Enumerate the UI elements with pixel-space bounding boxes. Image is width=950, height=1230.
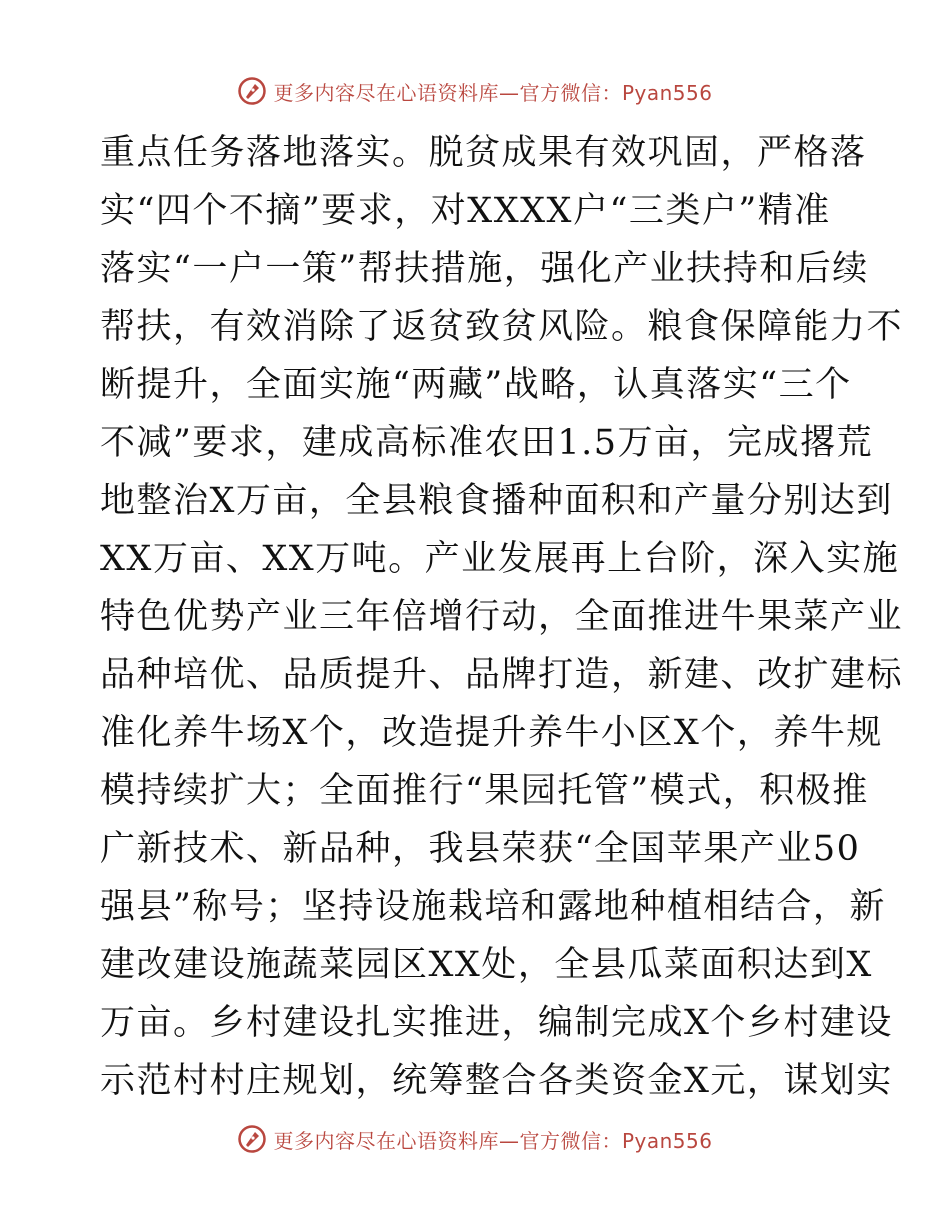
text-line: 强县”称号；坚持设施栽培和露地种植相结合，新: [100, 887, 886, 927]
pen-nib-logo-icon: [237, 76, 267, 106]
text-line: XX万亩、XX万吨。产业发展再上台阶，深入实施: [100, 539, 900, 579]
watermark-text: 更多内容尽在心语资料库—官方微信：Pyan556: [273, 80, 713, 105]
text-line: 广新技术、新品种，我县荣获“全国苹果产业50: [100, 829, 861, 869]
text-line: 建改建设施蔬菜园区XX处，全县瓜菜面积达到X: [100, 945, 873, 985]
text-line: 实“四个不摘”要求，对XXXX户“三类户”精准: [100, 191, 831, 231]
text-line: 模持续扩大；全面推行“果园托管”模式，积极推: [100, 771, 869, 811]
text-line: 示范村村庄规划，统筹整合各类资金X元，谋划实: [100, 1061, 893, 1101]
text-line: 准化养牛场X个，改造提升养牛小区X个，养牛规: [100, 713, 883, 753]
text-line: 断提升，全面实施“两藏”战略，认真落实“三个: [100, 365, 852, 405]
text-line: 品种培优、品质提升、品牌打造，新建、改扩建标: [100, 655, 904, 695]
text-line: 地整治X万亩，全县粮食播种面积和产量分别达到: [100, 481, 893, 521]
text-line: 万亩。乡村建设扎实推进，编制完成X个乡村建设: [100, 1003, 893, 1043]
watermark-text: 更多内容尽在心语资料库—官方微信：Pyan556: [273, 1128, 713, 1153]
header-watermark: [0, 76, 950, 106]
footer-watermark: [0, 1124, 950, 1154]
text-line: 落实“一户一策”帮扶措施，强化产业扶持和后续: [100, 249, 869, 289]
text-line: 特色优势产业三年倍增行动，全面推进牛果菜产业: [100, 597, 904, 637]
pen-nib-logo-icon: [237, 1124, 267, 1154]
text-line: 不减”要求，建成高标准农田1.5万亩，完成撂荒: [100, 423, 874, 463]
text-line: 重点任务落地落实。脱贫成果有效巩固，严格落: [100, 133, 867, 173]
text-line: 帮扶，有效消除了返贫致贫风险。粮食保障能力不: [100, 307, 904, 347]
document-body: [100, 124, 904, 1110]
